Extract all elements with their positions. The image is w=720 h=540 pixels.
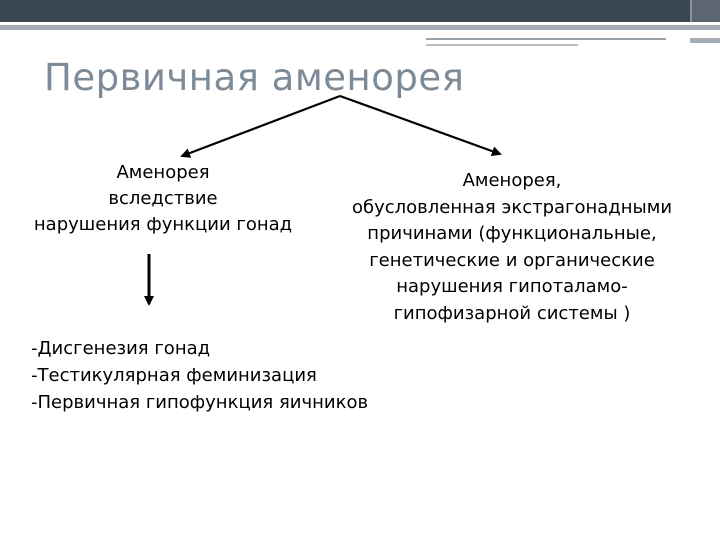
- right-branch-line: нарушения гипоталамо-: [396, 276, 628, 297]
- right-branch-line: гипофизарной системы ): [393, 302, 631, 324]
- right-branch-line: Аменорея,: [462, 170, 562, 191]
- list-item: -Тестикулярная феминизация: [31, 365, 317, 386]
- right-branch-text: [332, 168, 692, 327]
- list-item: -Первичная гипофункция яичников: [31, 392, 369, 413]
- right-branch-line: обусловленная экстрагонадными: [351, 196, 673, 218]
- left-branch-line: вследствие: [108, 188, 218, 209]
- arrow-to-left-branch: [182, 96, 340, 156]
- causes-list: [31, 335, 368, 416]
- left-branch-line: Аменорея: [116, 162, 210, 183]
- slide-title: Первичная аменорея: [44, 56, 465, 99]
- right-branch-line: генетические и органические: [369, 249, 655, 271]
- list-item: -Дисгенезия гонад: [31, 338, 211, 359]
- right-branch-line: причинами (функциональные,: [367, 223, 657, 244]
- left-branch-line: нарушения функции гонад: [33, 214, 293, 235]
- left-branch-text: [22, 160, 304, 238]
- arrow-to-right-branch: [340, 96, 500, 154]
